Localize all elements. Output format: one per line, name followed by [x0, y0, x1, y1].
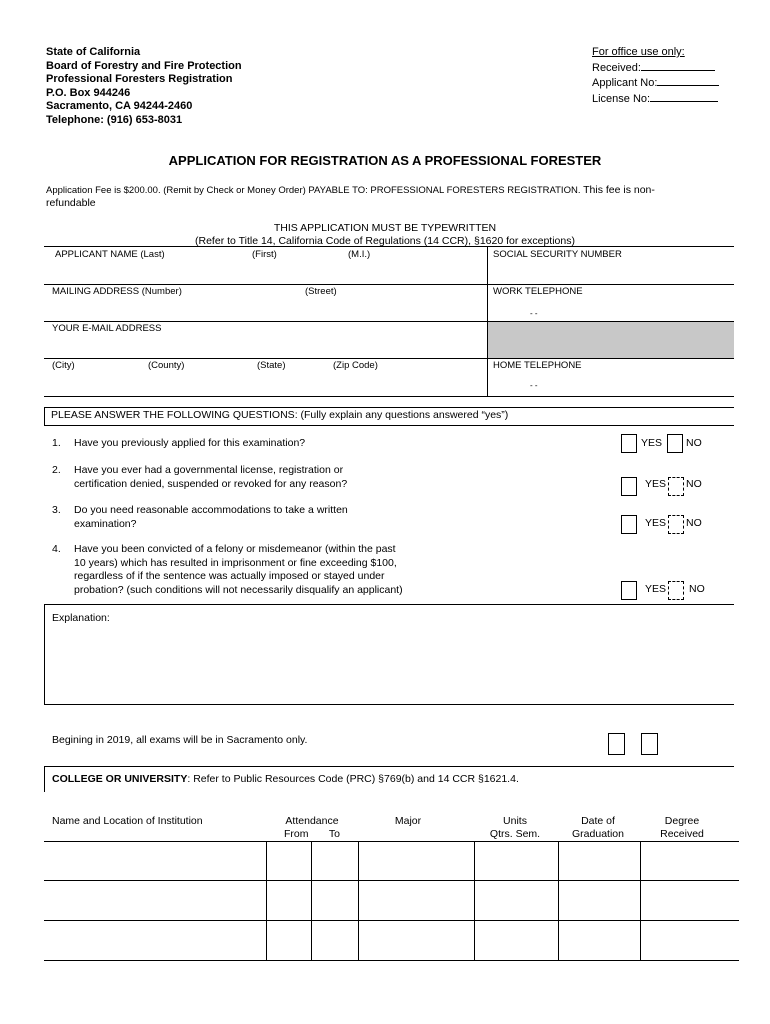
table-col-line	[558, 841, 559, 960]
col-degree-label: Degree	[664, 815, 700, 827]
sacramento-checkbox-1[interactable]	[608, 733, 625, 755]
zip-label: (Zip Code)	[333, 360, 378, 371]
grid-line	[44, 284, 734, 285]
q1-no-checkbox[interactable]	[667, 434, 683, 453]
table-row-line	[44, 920, 739, 921]
table-row-line	[44, 880, 739, 881]
grid-line	[44, 604, 734, 605]
office-use-block	[592, 46, 719, 106]
question-number: 4.	[52, 543, 61, 555]
col-attendance-label: Attendance	[285, 815, 339, 827]
first-name-label: (First)	[252, 249, 277, 260]
question-text: Do you need reasonable accommodations to take a written	[74, 504, 348, 516]
q3-yes-label: YES	[645, 517, 667, 529]
fee-text	[46, 184, 655, 196]
sacramento-checkbox-2[interactable]	[641, 733, 658, 755]
grid-line	[44, 407, 734, 408]
q3-yes-checkbox[interactable]	[621, 515, 637, 534]
fee-text-refundable: refundable	[46, 197, 96, 209]
question-text: 10 years) which has resulted in imprisonment or fine exceeding $100,	[74, 556, 397, 569]
work-phone-dashes: - -	[530, 309, 538, 318]
grid-line	[44, 425, 734, 426]
page-title: APPLICATION FOR REGISTRATION AS A PROFESSIONAL FORESTER	[168, 153, 602, 168]
state-label: (State)	[257, 360, 286, 371]
question-text: certification denied, suspended or revoked for any reason?	[74, 477, 348, 490]
street-label: (Street)	[305, 286, 337, 297]
question-number: 3.	[52, 504, 61, 516]
col-received-label: Received	[660, 828, 704, 840]
question-number: 1.	[52, 437, 61, 449]
col-date-label: Date of	[581, 815, 615, 827]
grid-line	[44, 604, 45, 704]
col-units-label: Units	[503, 815, 527, 827]
office-received-line	[641, 60, 715, 71]
office-license-line	[650, 91, 718, 102]
college-heading	[52, 773, 519, 785]
q3-no-label: NO	[686, 517, 702, 529]
q2-yes-label: YES	[645, 478, 667, 490]
questions-header: PLEASE ANSWER THE FOLLOWING QUESTIONS: (Fully explain any questions answered “yes”)	[51, 409, 509, 421]
col-date	[558, 815, 638, 841]
header-line: Board of Forestry and Fire Protection	[46, 59, 242, 72]
header-line: Professional Foresters Registration	[46, 73, 233, 86]
office-license-label: License No:	[592, 92, 651, 105]
q2-no-checkbox[interactable]	[668, 477, 684, 496]
q4-yes-checkbox[interactable]	[621, 581, 637, 600]
ssn-label: SOCIAL SECURITY NUMBER	[493, 249, 622, 260]
col-from: From	[283, 828, 309, 840]
middle-initial-label: (M.I.)	[348, 249, 371, 260]
college-heading-bold: COLLEGE OR UNIVERSITY	[52, 773, 188, 785]
question-text: probation? (such conditions will not necessarily disqualify an applicant)	[74, 583, 403, 596]
office-applicant-label: Applicant No:	[592, 77, 658, 90]
col-major: Major	[394, 815, 422, 827]
col-to: To	[328, 828, 340, 840]
table-col-line	[640, 841, 641, 960]
grid-line	[44, 396, 734, 397]
fee-text-nonref: This fee is non-	[583, 184, 655, 196]
college-heading-rest: : Refer to Public Resources Code (PRC) §769(b) and 14 CCR §1621.4.	[187, 773, 519, 785]
header-line: Sacramento, CA 94244-2460	[46, 100, 193, 113]
col-graduation-label: Graduation	[572, 828, 624, 840]
col-institution: Name and Location of Institution	[52, 815, 203, 827]
agency-header	[46, 46, 242, 128]
header-line: State of California	[46, 46, 141, 58]
email-label: YOUR E-MAIL ADDRESS	[52, 323, 162, 334]
question-text: Have you ever had a governmental license, registration or	[74, 464, 344, 476]
grid-line	[44, 246, 734, 247]
table-row-line	[44, 841, 739, 842]
col-attendance	[266, 815, 358, 841]
q3-no-checkbox[interactable]	[668, 515, 684, 534]
grid-line	[44, 321, 734, 322]
header-line: Telephone: (916) 653-8031	[46, 113, 183, 126]
q1-yes-label: YES	[641, 437, 663, 449]
sacramento-note: Begining in 2019, all exams will be in Sacramento only.	[52, 734, 308, 746]
question-text: Have you previously applied for this examination?	[74, 437, 306, 449]
applicant-name-label: APPLICANT NAME (Last)	[55, 249, 165, 260]
work-phone-label: WORK TELEPHONE	[493, 286, 583, 297]
col-degree	[640, 815, 724, 841]
col-units-sub: Qtrs. Sem.	[489, 828, 541, 840]
q4-yes-label: YES	[645, 583, 667, 595]
question-text: regardless of if the sentence was actually imposed or stayed under	[74, 570, 385, 583]
grid-line	[44, 407, 45, 425]
mailing-address-label: MAILING ADDRESS (Number)	[52, 286, 182, 297]
home-phone-label: HOME TELEPHONE	[493, 360, 582, 371]
table-col-line	[311, 841, 312, 960]
shaded-cell	[487, 322, 734, 358]
q1-yes-checkbox[interactable]	[621, 434, 637, 453]
q2-no-label: NO	[686, 478, 702, 490]
table-col-line	[266, 841, 267, 960]
q4-no-checkbox[interactable]	[668, 581, 684, 600]
question-text: Have you been convicted of a felony or misdemeanor (within the past	[74, 543, 396, 555]
q2-yes-checkbox[interactable]	[621, 477, 637, 496]
table-col-line	[474, 841, 475, 960]
grid-line	[44, 766, 45, 792]
typewritten-notice: THIS APPLICATION MUST BE TYPEWRITTEN	[273, 222, 497, 234]
office-use-title: For office use only:	[592, 46, 685, 58]
question-1	[52, 437, 305, 451]
q4-no-label: NO	[689, 583, 705, 595]
grid-line	[487, 246, 488, 396]
question-3	[52, 504, 348, 531]
explanation-label: Explanation:	[52, 612, 110, 624]
question-4	[52, 543, 403, 597]
col-units	[474, 815, 556, 841]
county-label: (County)	[148, 360, 185, 371]
grid-line	[44, 766, 734, 767]
question-number: 2.	[52, 464, 61, 476]
q1-no-label: NO	[686, 437, 702, 449]
question-text: examination?	[74, 517, 137, 530]
office-applicant-line	[657, 75, 719, 86]
city-label: (City)	[52, 360, 75, 371]
fee-text-main: Application Fee is $200.00. (Remit by Check or Money Order) PAYABLE TO: PROFESSIONAL FORESTERS REGISTRATION.	[46, 185, 581, 196]
office-received-label: Received:	[592, 61, 641, 74]
table-row-line	[44, 960, 739, 961]
header-line: P.O. Box 944246	[46, 86, 131, 99]
home-phone-dashes: - -	[530, 381, 538, 390]
grid-line	[44, 358, 734, 359]
table-col-line	[358, 841, 359, 960]
grid-line	[44, 704, 734, 705]
question-2	[52, 464, 347, 491]
ccr-notice: (Refer to Title 14, California Code of Regulations (14 CCR), §1620 for exceptions)	[195, 235, 575, 247]
